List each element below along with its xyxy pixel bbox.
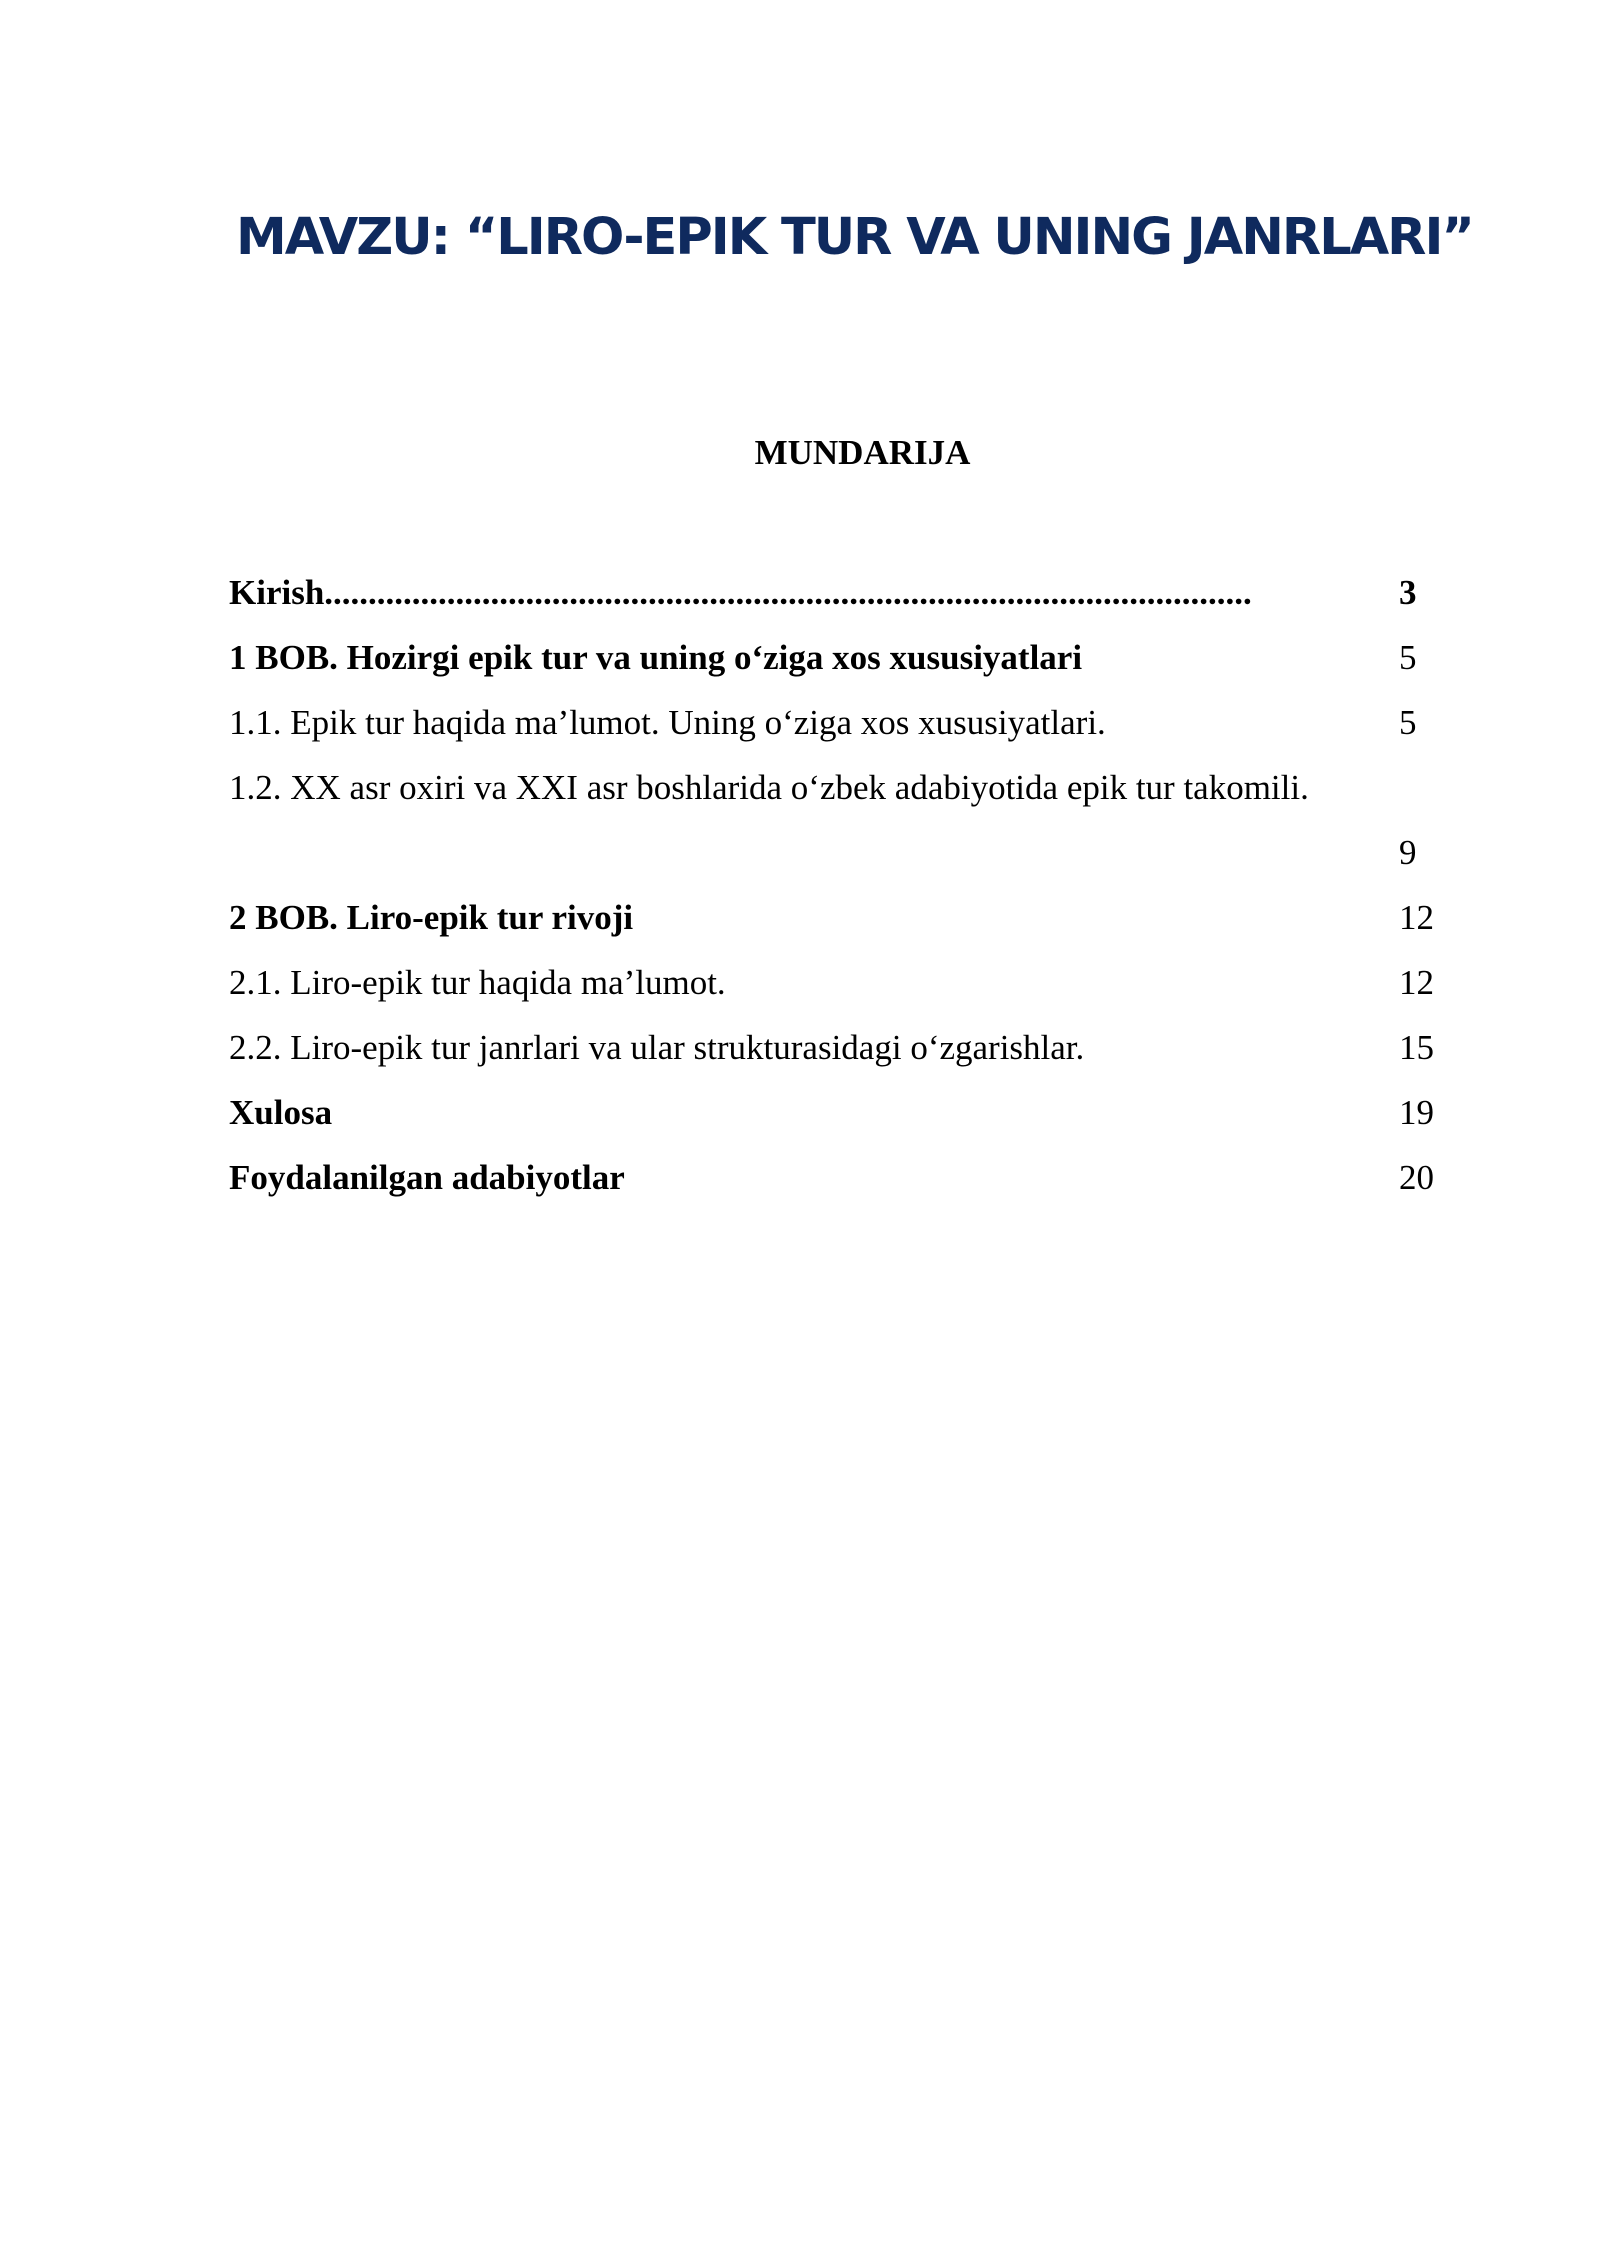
toc-entry-label: 2.2. Liro-epik tur janrlari va ular strukturasidagi o‘zgarishlar.: [229, 1028, 1085, 1067]
toc-entry-xulosa: [229, 1080, 1449, 1145]
toc-entry-label: 1 BOB. Hozirgi epik tur va uning o‘ziga xos xususiyatlari: [229, 638, 1083, 677]
toc-entry-section-1-1: [229, 690, 1449, 755]
toc-entry-page: 5: [1399, 638, 1417, 677]
toc-entry-page: 20: [1399, 1158, 1434, 1197]
toc-entry-page: 19: [1399, 1093, 1434, 1132]
toc-entry-label: Foydalanilgan adabiyotlar: [229, 1158, 625, 1197]
toc-entry-references: [229, 1145, 1449, 1210]
toc-entry-label: 2.1. Liro-epik tur haqida ma’lumot.: [229, 963, 726, 1002]
toc-entry-kirish: [229, 560, 1449, 625]
toc-entry-section-2-2: [229, 1015, 1449, 1080]
toc-entry-page: 15: [1399, 1028, 1434, 1067]
toc-heading: MUNDARIJA: [754, 433, 971, 472]
toc-entry-page: 3: [1399, 573, 1417, 612]
table-of-contents: [229, 560, 1449, 1210]
toc-entry-page: 12: [1399, 898, 1434, 937]
toc-entry-page: 5: [1399, 703, 1417, 742]
toc-entry-page: 9: [1399, 833, 1417, 872]
toc-entry-section-2-1: [229, 950, 1449, 1015]
toc-entry-label: 1.1. Epik tur haqida ma’lumot. Uning o‘ziga xos xususiyatlari.: [229, 703, 1106, 742]
toc-entry-chapter-2: [229, 885, 1449, 950]
toc-entry-label: Kirish..........................................................................................................: [229, 573, 1252, 612]
page-title: MAVZU: “LIRO-EPIK TUR VA UNING JANRLARI”: [236, 208, 1473, 267]
toc-entry-label: 2 BOB. Liro-epik tur rivoji: [229, 898, 634, 937]
toc-entry-label: 1.2. XX asr oxiri va XXI asr boshlarida o‘zbek adabiyotida epik tur takomili.: [229, 768, 1309, 807]
toc-entry-label: Xulosa: [229, 1093, 333, 1132]
toc-entry-page: 12: [1399, 963, 1434, 1002]
toc-entry-section-1-2: [229, 755, 1449, 885]
toc-entry-chapter-1: [229, 625, 1449, 690]
